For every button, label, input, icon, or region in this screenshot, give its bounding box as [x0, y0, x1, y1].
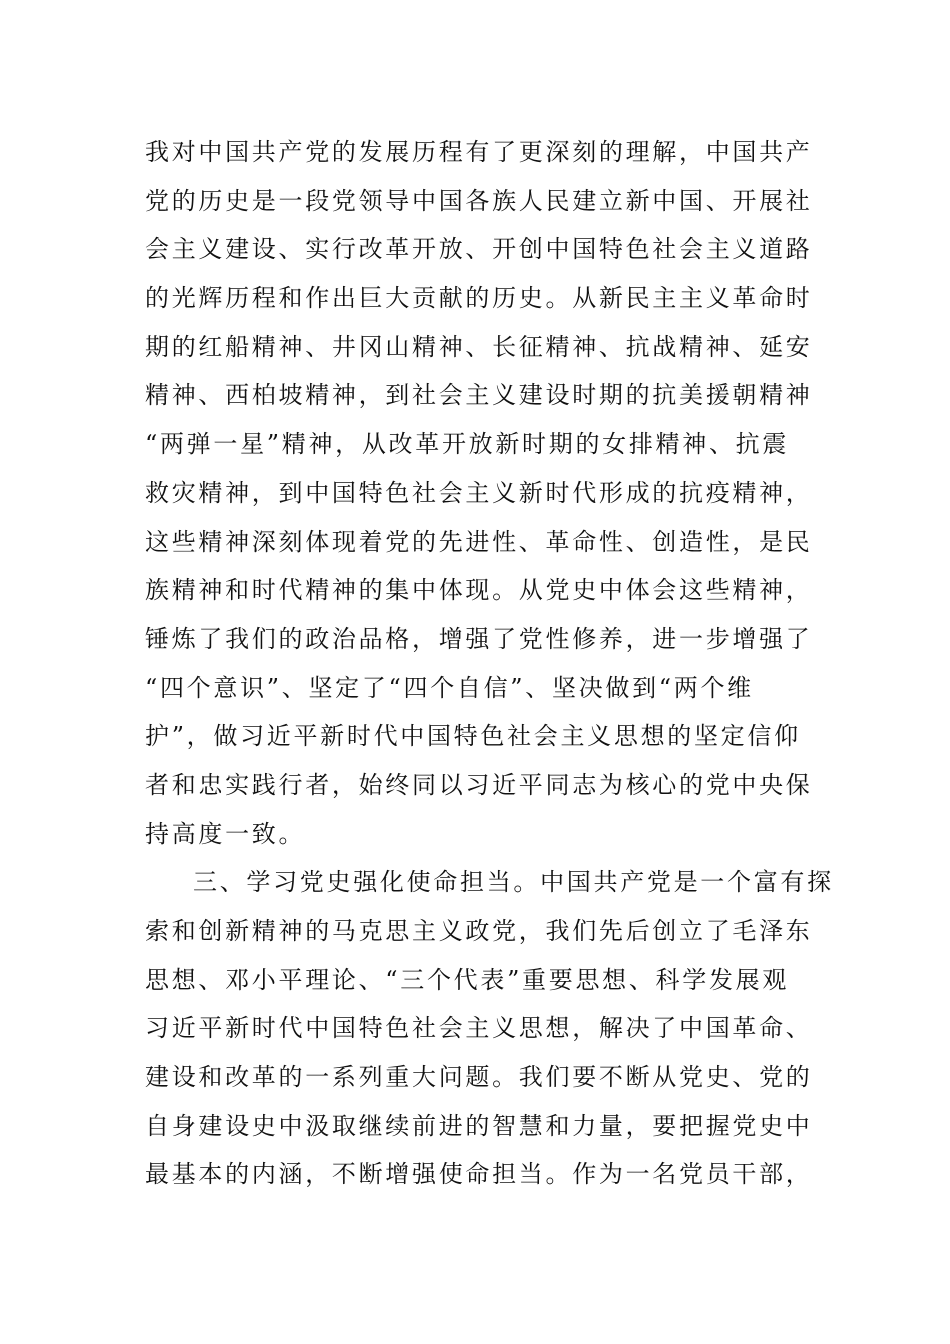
text-line: 自身建设史中汲取继续前进的智慧和力量，要把握党史中	[145, 1111, 813, 1140]
text-line: 思想、邓小平理论、“三个代表”重要思想、科学发展观	[145, 965, 790, 994]
text-line: 族精神和时代精神的集中体现。从党史中体会这些精神，	[145, 576, 813, 605]
text-line: 索和创新精神的马克思主义政党，我们先后创立了毛泽东	[145, 917, 813, 945]
paragraph-start-line: 三、学习党史强化使命担当。中国共产党是一个富有探	[193, 868, 834, 897]
text-line: 者和忠实践行者，始终同以习近平同志为核心的党中央保	[145, 770, 813, 799]
text-line: 党的历史是一段党领导中国各族人民建立新中国、开展社	[145, 186, 813, 215]
text-line: 持高度一致。	[145, 819, 306, 848]
text-line: 习近平新时代中国特色社会主义思想，解决了中国革命、	[145, 1014, 813, 1043]
text-line: 这些精神深刻体现着党的先进性、革命性、创造性，是民	[145, 527, 813, 556]
text-line: 我对中国共产党的发展历程有了更深刻的理解，中国共产	[145, 138, 813, 166]
text-line: 最基本的内涵，不断增强使命担当。作为一名党员干部，	[145, 1160, 813, 1189]
text-line: “四个意识”、坚定了“四个自信”、坚决做到“两个维	[145, 673, 754, 702]
text-line: 会主义建设、实行改革开放、开创中国特色社会主义道路	[145, 235, 813, 264]
text-line: 护”，做习近平新时代中国特色社会主义思想的坚定信仰	[145, 722, 801, 751]
text-line: 建设和改革的一系列重大问题。我们要不断从党史、党的	[145, 1063, 813, 1092]
text-line: 锤炼了我们的政治品格，增强了党性修养，进一步增强了	[145, 624, 813, 653]
text-line: 救灾精神，到中国特色社会主义新时代形成的抗疫精神，	[145, 478, 813, 507]
text-line: 精神、西柏坡精神，到社会主义建设时期的抗美援朝精神	[145, 381, 813, 410]
body-text	[145, 128, 834, 1199]
text-line: 的光辉历程和作出巨大贡献的历史。从新民主主义革命时	[145, 284, 813, 313]
text-line: “两弹一星”精神，从改革开放新时期的女排精神、抗震	[145, 430, 790, 459]
text-line: 期的红船精神、井冈山精神、长征精神、抗战精神、延安	[145, 332, 813, 361]
